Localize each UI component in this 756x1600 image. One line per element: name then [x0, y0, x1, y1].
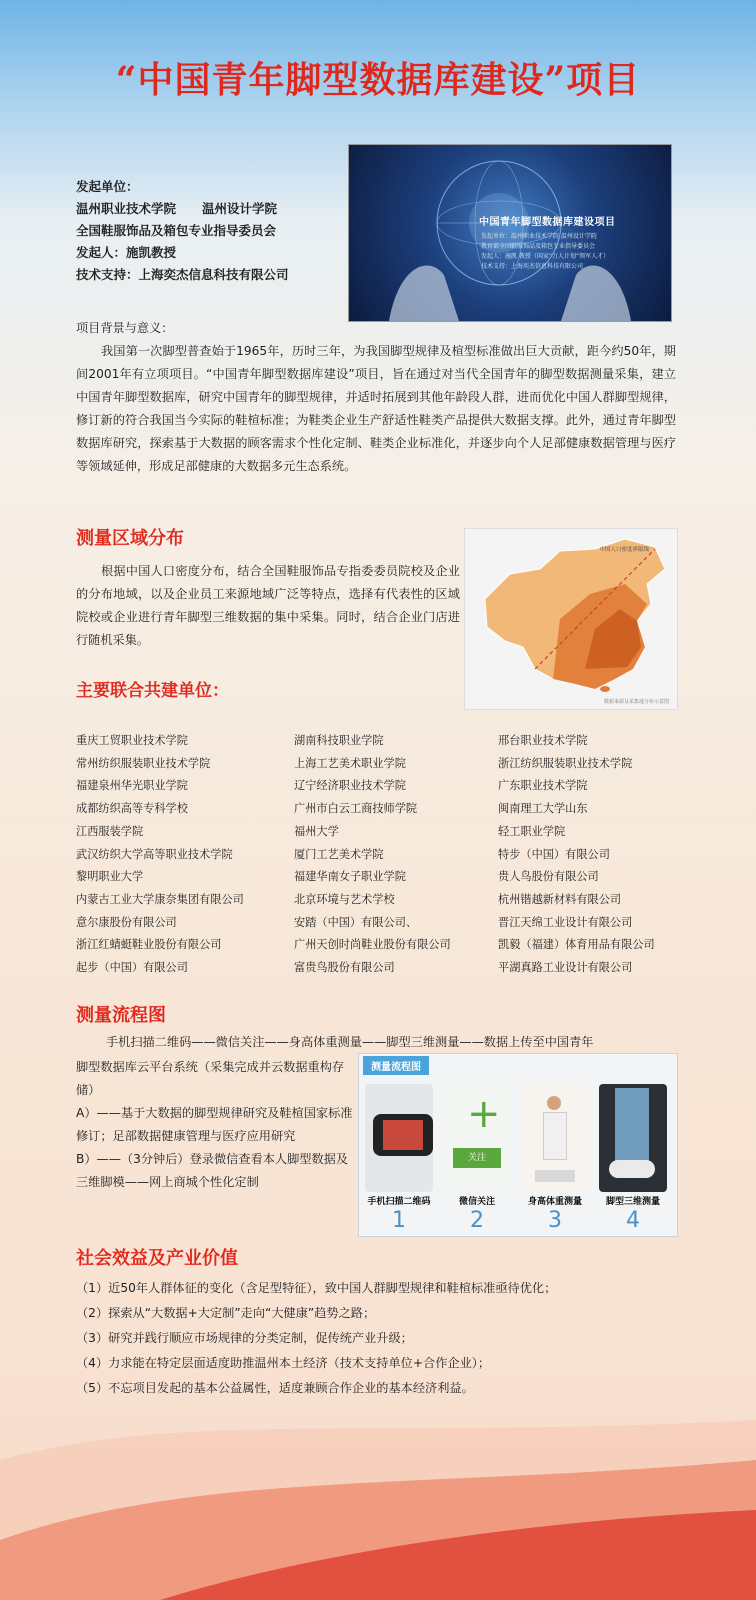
partner-item: 闽南理工大学山东	[498, 802, 588, 816]
plus-icon: +	[467, 1091, 501, 1137]
partner-item: 武汉纺织大学高等职业技术学院	[76, 847, 233, 861]
step-4-label: 脚型三维测量	[605, 1197, 660, 1207]
initiator: 发起人：施凯教授	[76, 245, 177, 260]
partner-item: 平湖真路工业设计有限公司	[498, 961, 633, 975]
partner-item: 上海工艺美术职业学院	[294, 756, 406, 770]
partner-item: 广州天创时尚鞋业股份有限公司	[294, 938, 451, 952]
partner-item: 杭州锴越新材料有限公司	[498, 892, 622, 906]
sponsor-orgs-line	[76, 198, 356, 220]
partner-item: 江西服装学院	[76, 824, 144, 838]
partners-heading: 主要联合共建单位：	[76, 681, 229, 701]
partner-item: 浙江纺织服装职业技术学院	[498, 756, 633, 770]
benefits-list	[76, 1276, 716, 1401]
benefit-item: （5）不忘项目发起的基本公益属性，适度兼顾合作企业的基本经济利益。	[76, 1381, 474, 1395]
partner-item: 内蒙古工业大学康奈集团有限公司	[76, 892, 244, 906]
partner-item: 贵人鸟股份有限公司	[498, 870, 599, 884]
page-title: “中国青年脚型数据库建设”项目	[115, 59, 641, 101]
partner-item: 晋江天绵工业设计有限公司	[498, 915, 633, 929]
tech-support: 技术支持：上海奕杰信息科技有限公司	[76, 267, 289, 282]
flow-image-title: 测量流程图	[363, 1056, 429, 1075]
partner-item: 厦门工艺美术学院	[294, 847, 384, 861]
hero-line-4: 技术支持：上海奕杰信息科技有限公司	[481, 263, 584, 270]
step-2-number: 2	[470, 1208, 484, 1233]
partners-grid	[76, 730, 696, 980]
sponsor-org-3: 全国鞋服饰品及箱包专业指导委员会	[76, 223, 277, 238]
step-1-label: 手机扫描二维码	[367, 1197, 431, 1207]
partner-item: 福建泉州华光职业学院	[76, 779, 188, 793]
step-1-image	[365, 1084, 433, 1192]
foot-icon	[609, 1160, 655, 1178]
background-text: 我国第一次脚型普查始于1965年，历时三年，为我国脚型规律及楦型标准做出巨大贡献，距今约50年，期间2001年有立项项目。“中国青年脚型数据库建设”项目，旨在通过对当代全国青年的脚型数据测量采集，建立中国青年脚型数据库，研究中国青年的脚型规律，并适时拓展到其他年龄段人群，进而优化中国人群脚型规律，修订新的符合我国当今实际的鞋楦标准；为鞋类企业生产舒适性鞋类产品提供大数据支撑。此外，通过青年脚型数据库研究，探索基于大数据的顾客需求个性化定制、鞋类企业标准化，并逐步向个人足部健康数据管理与医疗等领域延伸，形成足部健康的大数据多元生态系统。	[76, 344, 676, 473]
hero-line-3: 发起人：施凯 教授（国家“万人计划”领军人才）	[481, 253, 610, 260]
sponsor-org-1: 温州职业技术学院	[76, 201, 177, 216]
step-1-number: 1	[392, 1208, 406, 1233]
china-map	[464, 528, 678, 710]
benefit-item: （2）探索从“大数据+大定制”走向“大健康”趋势之路；	[76, 1306, 376, 1320]
partner-item: 福州大学	[294, 824, 339, 838]
hero-line-2: 教育部全国鞋服饰品及箱包专业指导委员会	[481, 243, 596, 250]
partner-item: 黎明职业大学	[76, 870, 144, 884]
partner-item: 安踏（中国）有限公司、	[294, 915, 418, 929]
sponsor-org-2: 温州设计学院	[202, 201, 278, 216]
partner-item: 广东职业技术学院	[498, 779, 588, 793]
bottom-wave-decoration	[0, 1400, 756, 1600]
person-icon	[547, 1096, 561, 1110]
partner-item: 轻工职业学院	[498, 824, 566, 838]
scale-icon	[535, 1170, 575, 1182]
benefit-item: （3）研究并践行顺应市场规律的分类定制，促传统产业升级；	[76, 1331, 413, 1345]
partner-item: 凯毅（福建）体育用品有限公司	[498, 938, 655, 952]
follow-badge: 关注	[453, 1148, 501, 1168]
step-4-image	[599, 1084, 667, 1192]
partner-item: 湖南科技职业学院	[294, 734, 384, 747]
flow-b: B）——（3分钟后）登录微信查看本人脚型数据及三维脚模——网上商城个性化定制	[76, 1152, 349, 1189]
distribution-text: 根据中国人口密度分布，结合全国鞋服饰品专指委委员院校及企业的分布地域，以及企业员工来源地域广泛等特点，选择有代表性的区域院校或企业进行青年脚型三维数据的集中采集。同时，结合企业门店进行随机采集。	[76, 564, 460, 647]
background-label: 项目背景与意义：	[76, 321, 174, 335]
partner-item: 意尔康股份有限公司	[76, 915, 177, 929]
partner-item: 广州市白云工商技师学院	[294, 802, 418, 816]
step-3-number: 3	[548, 1208, 562, 1233]
step-4-number: 4	[626, 1208, 640, 1233]
qr-code-icon	[383, 1120, 423, 1150]
benefits-heading: 社会效益及产业价值	[76, 1248, 238, 1269]
map-footnote: 数据来源及采集地分布示意图	[603, 699, 669, 705]
china-map-shape	[465, 529, 677, 709]
flow-text	[76, 1056, 356, 1194]
benefit-item: （1）近50年人群体征的变化（含足型特征），致中国人群脚型规律和鞋楦标准亟待优化；	[76, 1281, 557, 1295]
partner-item: 特步（中国）有限公司	[498, 847, 610, 861]
partner-item: 起步（中国）有限公司	[76, 961, 188, 975]
distribution-heading: 测量区域分布	[76, 528, 184, 549]
sponsor-block	[76, 176, 356, 286]
partner-item: 北京环境与艺术学校	[294, 892, 395, 906]
partner-item: 福建华南女子职业学院	[294, 870, 406, 884]
step-3-image	[521, 1084, 589, 1192]
partner-item: 常州纺织服装职业技术学院	[76, 756, 211, 770]
partner-item: 成都纺织高等专科学校	[76, 802, 188, 816]
flow-line-2: 脚型数据库云平台系统（采集完成并云数据重构存储）	[76, 1060, 345, 1097]
step-3-label: 身高体重测量	[527, 1197, 582, 1207]
step-2-label: 微信关注	[458, 1197, 495, 1207]
map-legend: 中国人口密度界限线	[599, 547, 649, 553]
partner-item: 富贵鸟股份有限公司	[294, 961, 395, 975]
hero-line-1: 发起单位：温州职业技术学院 温州设计学院	[481, 233, 597, 240]
partner-item: 辽宁经济职业技术学院	[294, 779, 406, 793]
sponsor-label: 发起单位：	[76, 179, 139, 194]
flow-a: A）——基于大数据的脚型规律研究及鞋楦国家标准修订；足部数据健康管理与医疗应用研究	[76, 1106, 353, 1143]
benefit-item: （4）力求能在特定层面适度助推温州本土经济（技术支持单位+合作企业）；	[76, 1356, 491, 1370]
partner-item: 邢台职业技术学院	[498, 734, 588, 747]
flow-image	[358, 1053, 678, 1237]
leg-icon	[615, 1088, 649, 1162]
flow-heading: 测量流程图	[76, 1005, 166, 1026]
hero-image	[348, 144, 672, 322]
hero-title: 中国青年脚型数据库建设项目	[479, 217, 616, 228]
step-2-image	[443, 1084, 511, 1192]
partner-item: 浙江红蜻蜓鞋业股份有限公司	[76, 938, 222, 952]
flow-line-1: 手机扫描二维码——微信关注——身高体重测量——脚型三维测量——数据上传至中国青年	[106, 1035, 594, 1049]
partner-item: 重庆工贸职业技术学院	[76, 734, 188, 747]
